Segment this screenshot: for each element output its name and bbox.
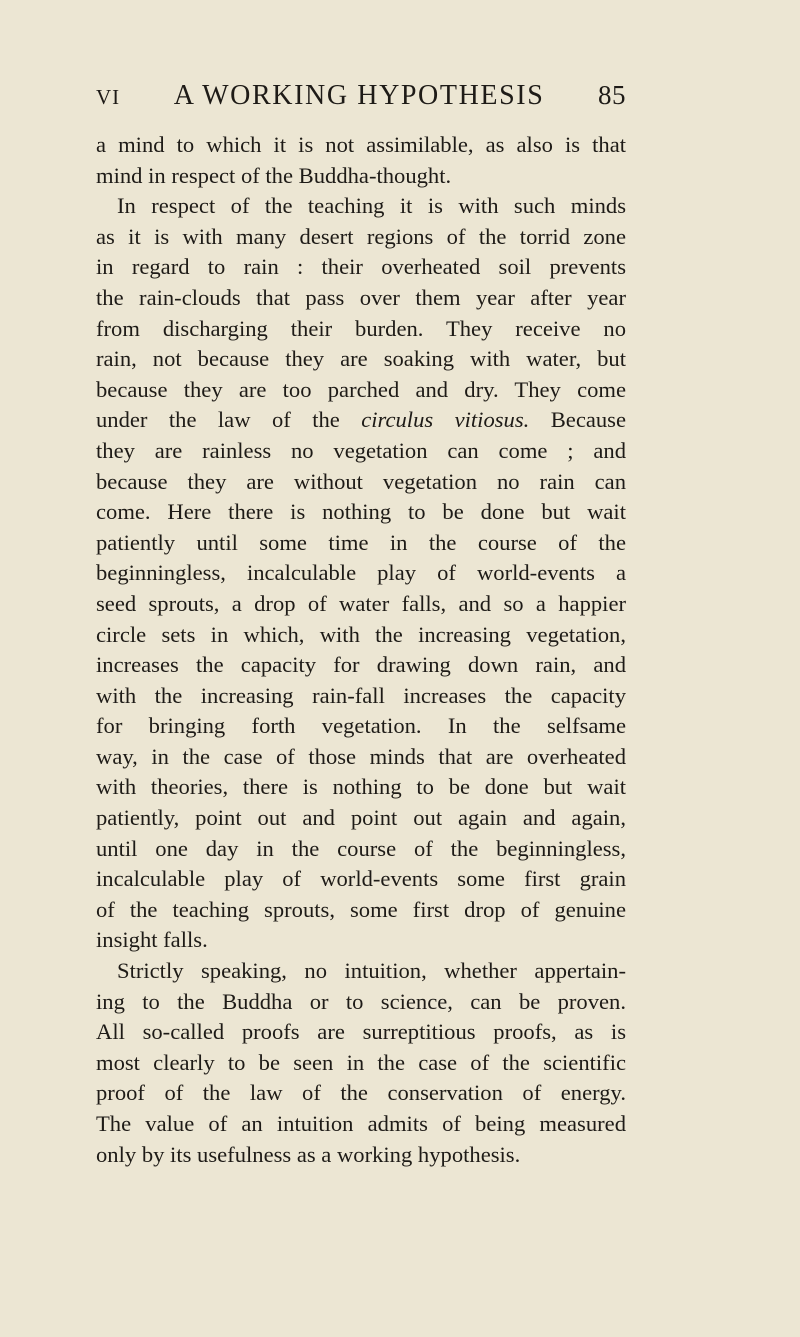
text-line: with the increasing rain-fall increases the capacity bbox=[96, 682, 626, 708]
running-head bbox=[96, 80, 626, 116]
text-line: only by its usefulness as a working hypothesis. bbox=[96, 1141, 521, 1167]
text-line: for bringing forth vegetation. In the selfsame bbox=[96, 713, 626, 739]
text-line: a mind to which it is not assimilable, as also is that bbox=[96, 132, 626, 157]
text-line: as it is with many desert regions of the torrid zone bbox=[96, 223, 626, 249]
paragraph-2 bbox=[96, 191, 626, 956]
text-line: until one day in the course of the beginningless, bbox=[96, 835, 626, 861]
text-line: because they are without vegetation no rain can bbox=[96, 468, 626, 494]
text-line: with theories, there is nothing to be done but wait bbox=[96, 774, 626, 800]
paragraph-3 bbox=[96, 956, 626, 1170]
running-title: A WORKING HYPOTHESIS bbox=[173, 80, 545, 111]
text-line: circle sets in which, with the increasing vegetation, bbox=[96, 621, 626, 647]
text-line: of the teaching sprouts, some first drop of genuine bbox=[96, 896, 626, 922]
body-text bbox=[96, 130, 626, 1170]
text-line: beginningless, incalculable play of world-events a bbox=[96, 560, 626, 586]
text-line: from discharging their burden. They receive no bbox=[96, 315, 626, 341]
text-line: increases the capacity for drawing down rain, and bbox=[96, 652, 626, 678]
latin-before: under the law of the bbox=[96, 407, 362, 433]
chapter-number: VI bbox=[96, 85, 121, 109]
paragraph-1 bbox=[96, 130, 626, 191]
text-line-latin bbox=[96, 405, 626, 436]
latin-after: Because bbox=[529, 407, 626, 433]
text-line: All so-called proofs are surreptitious proofs, as is bbox=[96, 1019, 626, 1045]
text-line: rain, not because they are soaking with water, but bbox=[96, 346, 626, 372]
text-line: patiently until some time in the course of the bbox=[96, 529, 626, 555]
text-line: they are rainless no vegetation can come ; and bbox=[96, 437, 626, 463]
text-line: In respect of the teaching it is with such minds bbox=[117, 193, 626, 219]
text-line: The value of an intuition admits of being measured bbox=[96, 1111, 626, 1136]
text-line: way, in the case of those minds that are overheated bbox=[96, 743, 626, 769]
text-line: because they are too parched and dry. They come bbox=[96, 376, 626, 402]
text-line: incalculable play of world-events some first grain bbox=[96, 866, 626, 892]
latin-phrase: circulus vitiosus. bbox=[361, 407, 530, 433]
page-number: 85 bbox=[597, 80, 626, 110]
text-line: proof of the law of the conservation of energy. bbox=[96, 1080, 626, 1106]
text-line: in regard to rain : their overheated soil prevents bbox=[96, 254, 626, 280]
text-line: the rain-clouds that pass over them year after year bbox=[96, 284, 626, 310]
text-line: insight falls. bbox=[96, 927, 208, 953]
text-line: seed sprouts, a drop of water falls, and so a happier bbox=[96, 590, 626, 616]
text-line: Strictly speaking, no intuition, whether appertain- bbox=[117, 958, 626, 984]
text-line: most clearly to be seen in the case of the scientific bbox=[96, 1049, 626, 1075]
text-line: patiently, point out and point out again and again, bbox=[96, 805, 626, 831]
text-line: mind in respect of the Buddha-thought. bbox=[96, 162, 452, 188]
text-line: ing to the Buddha or to science, can be proven. bbox=[96, 988, 626, 1014]
text-line: come. Here there is nothing to be done but wait bbox=[96, 499, 626, 525]
